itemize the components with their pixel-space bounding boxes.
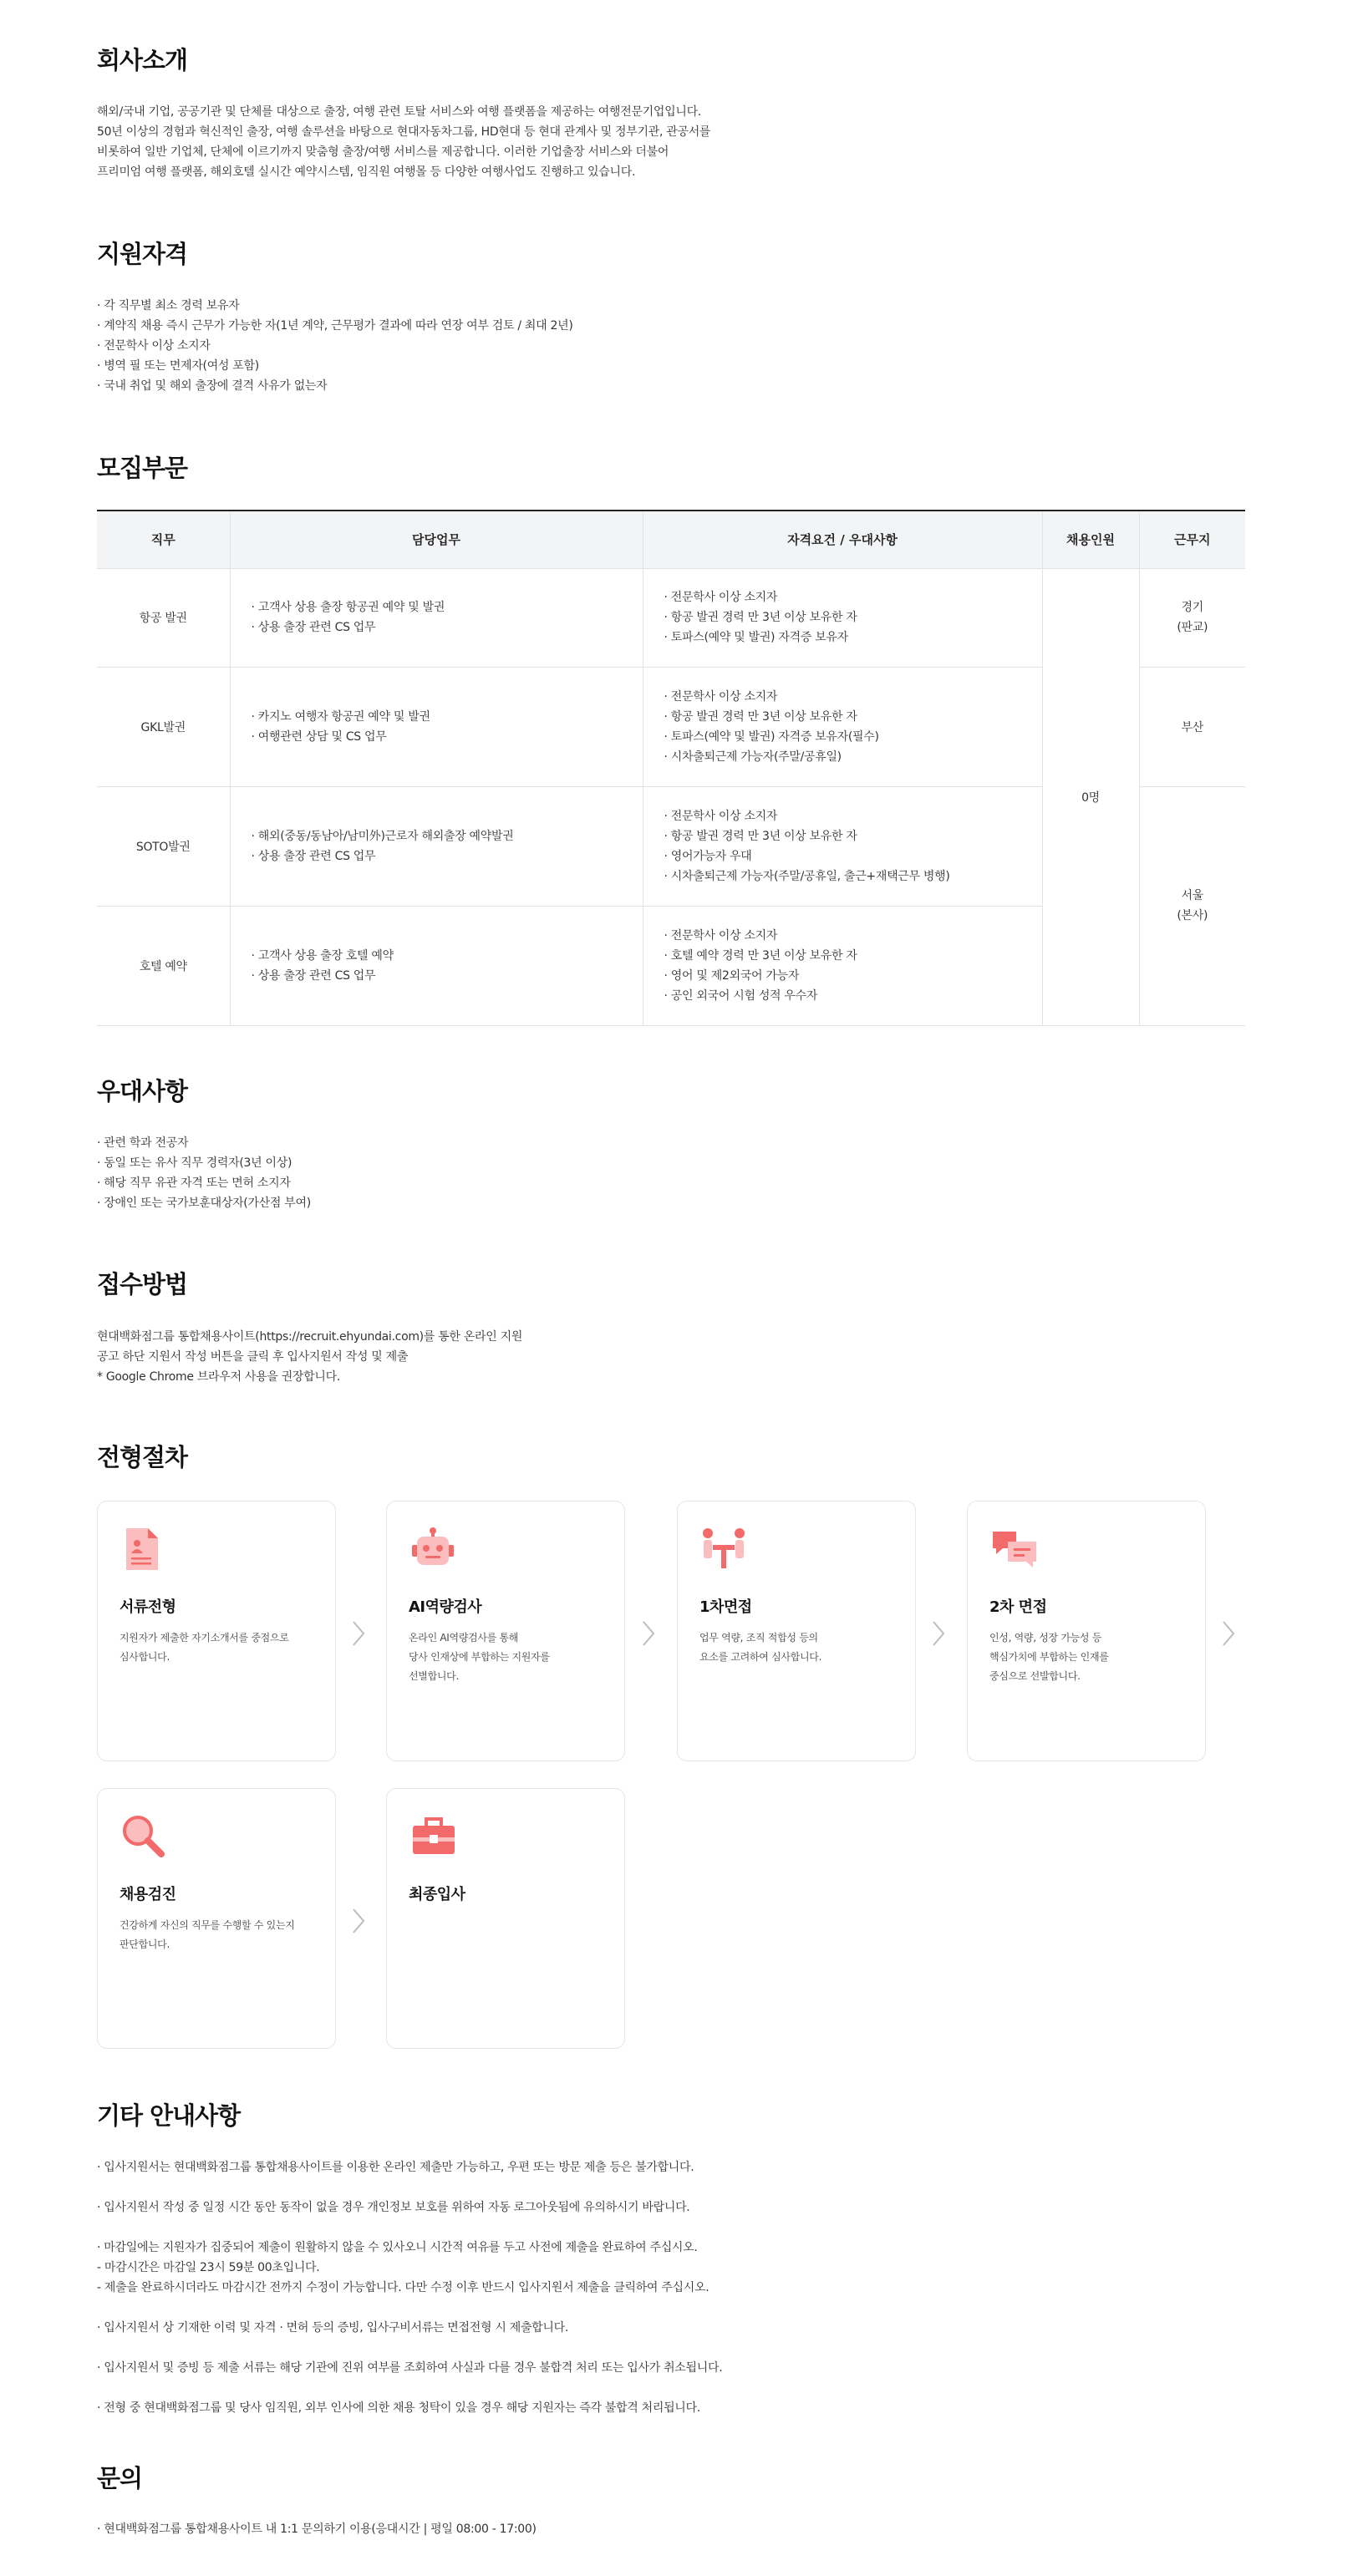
section-title-process: 전형절차 [97, 1443, 188, 1471]
notice-item: · 입사지원서는 현대백화점그룹 통합채용사이트를 이용한 온라인 제출만 가능하고, 우편 또는 방문 제출 등은 불가합니다. [97, 2161, 694, 2174]
qualification-list [97, 296, 573, 396]
notice-item: - 제출을 완료하시더라도 마감시간 전까지 수정이 가능합니다. 다만 수정 이후 반드시 입사지원서 제출을 클릭하여 주십시오. [97, 2281, 710, 2294]
notice-block [97, 2398, 700, 2418]
requirement-item: · 전문학사 이상 소지자 [664, 928, 778, 943]
step-description [989, 1628, 1109, 1686]
section-title-qualification: 지원자격 [97, 240, 188, 268]
section-title-recruit: 모집부문 [97, 454, 188, 482]
chevron-right-icon [350, 1617, 367, 1650]
step-title: 1차면접 [699, 1598, 752, 1616]
qualification-item: · 전문학사 이상 소지자 [97, 339, 211, 353]
briefcase-icon [410, 1814, 452, 1859]
process-step-card [967, 1501, 1206, 1761]
step-description-line: 중심으로 선발합니다. [989, 1670, 1081, 1682]
preference-item: · 해당 직무 유관 자격 또는 면허 소지자 [97, 1176, 291, 1190]
step-title: 최종입사 [409, 1886, 465, 1903]
step-title: 채용검진 [120, 1886, 176, 1903]
notice-block [97, 2358, 722, 2378]
requirement-item: · 토파스(예약 및 발권) 자격증 보유자 [664, 631, 848, 644]
location-line: (판교) [1177, 621, 1208, 634]
requirement-item: · 전문학사 이상 소지자 [664, 591, 778, 604]
requirement-item: · 영어 및 제2외국어 가능자 [664, 968, 800, 983]
job-cell: 항공 발권 [97, 568, 230, 667]
step-description-line: 당사 인재상에 부합하는 지원자를 [409, 1651, 550, 1663]
duty-item: · 카지노 여행자 항공권 예약 및 발권 [251, 709, 430, 724]
duty-item: · 고객사 상용 출장 호텔 예약 [251, 948, 394, 963]
notice-block [97, 2318, 568, 2338]
requirement-item: · 전문학사 이상 소지자 [664, 809, 778, 823]
duties-cell [230, 786, 643, 906]
step-description-line: 심사합니다. [120, 1651, 170, 1663]
notice-block [97, 2157, 694, 2177]
duty-item: · 상용 출장 관련 CS 업무 [251, 849, 376, 863]
duty-item: · 상용 출장 관련 CS 업무 [251, 968, 376, 983]
section-title-inquiry: 문의 [97, 2464, 143, 2492]
process-step-card [97, 1501, 336, 1761]
column-header-headcount: 채용인원 [1042, 511, 1139, 568]
section-title-apply: 접수방법 [97, 1270, 188, 1298]
column-header-location: 근무지 [1139, 511, 1245, 568]
chevron-right-icon [350, 1904, 367, 1938]
preference-item: · 관련 학과 전공자 [97, 1136, 189, 1150]
duty-item: · 고객사 상용 출장 항공권 예약 및 발권 [251, 601, 445, 614]
step-description-line: 핵심가치에 부합하는 인재를 [989, 1651, 1109, 1663]
interview-icon [701, 1527, 743, 1572]
duty-item: · 상용 출장 관련 CS 업무 [251, 621, 376, 634]
requirements-cell [643, 786, 1042, 906]
location-line: (본사) [1177, 909, 1208, 922]
process-step-card [97, 1788, 336, 2049]
duty-item: · 여행관련 상담 및 CS 업무 [251, 729, 387, 744]
qualification-item: · 계약직 채용 즉시 근무가 가능한 자(1년 계약, 근무평가 결과에 따라 연장 여부 검토 / 최대 2년) [97, 319, 573, 333]
qualification-item: · 병역 필 또는 면제자(여성 포함) [97, 359, 259, 373]
preference-list [97, 1133, 311, 1213]
process-step-card [386, 1501, 625, 1761]
apply-line: 공고 하단 지원서 작성 버튼을 클릭 후 입사지원서 작성 및 제출 [97, 1350, 409, 1364]
location-cell [1139, 568, 1245, 667]
requirement-item: · 항공 발권 경력 만 3년 이상 보유한 자 [664, 709, 857, 724]
job-cell: GKL발권 [97, 667, 230, 786]
headcount-cell: 0명 [1042, 568, 1139, 1025]
process-step-card [386, 1788, 625, 2049]
magnifier-icon [121, 1814, 163, 1859]
process-step-card [677, 1501, 916, 1761]
chat-icon [991, 1527, 1033, 1572]
step-description-line: 건강하게 자신의 직무를 수행할 수 있는지 [120, 1919, 295, 1931]
recruit-table [97, 510, 1245, 1026]
column-header-job: 직무 [97, 511, 230, 568]
duties-cell [230, 568, 643, 667]
step-description-line: 요소를 고려하여 심사합니다. [699, 1651, 822, 1663]
requirement-item: · 항공 발권 경력 만 3년 이상 보유한 자 [664, 829, 857, 843]
requirements-cell [643, 906, 1042, 1025]
preference-item: · 장애인 또는 국가보훈대상자(가산점 부여) [97, 1197, 311, 1210]
requirement-item: · 전문학사 이상 소지자 [664, 689, 778, 704]
notice-item: · 입사지원서 상 기재한 이력 및 자격 · 면허 등의 증빙, 입사구비서류는 면접전형 시 제출합니다. [97, 2321, 568, 2335]
chevron-right-icon [640, 1617, 657, 1650]
notice-item: · 마감일에는 지원자가 집중되어 제출이 원활하지 않을 수 있사오니 시간적 여유를 두고 사전에 제출을 완료하여 주십시오. [97, 2241, 698, 2254]
step-description [120, 1628, 289, 1667]
duties-cell [230, 667, 643, 786]
requirement-item: · 시차출퇴근제 가능자(주말/공휴일) [664, 749, 842, 764]
robot-icon [410, 1527, 452, 1572]
company-intro [97, 102, 710, 182]
section-title-preference: 우대사항 [97, 1077, 188, 1105]
company-intro-line: 비롯하여 일반 기업체, 단체에 이르기까지 맞춤형 출장/여행 서비스를 제공합니다. 이러한 기업출장 서비스와 더불어 [97, 145, 669, 159]
requirement-item: · 항공 발권 경력 만 3년 이상 보유한 자 [664, 611, 857, 624]
qualification-item: · 국내 취업 및 해외 출장에 결격 사유가 없는자 [97, 379, 328, 393]
chevron-right-icon [930, 1617, 947, 1650]
step-description-line: 지원자가 제출한 자기소개서를 중점으로 [120, 1632, 289, 1644]
step-description-line: 업무 역량, 조직 적합성 등의 [699, 1632, 818, 1644]
document-icon [121, 1527, 163, 1572]
requirement-item: · 공인 외국어 시험 성적 우수자 [664, 988, 818, 1003]
requirement-item: · 호텔 예약 경력 만 3년 이상 보유한 자 [664, 948, 857, 963]
column-header-requirements: 자격요건 / 우대사항 [643, 511, 1042, 568]
inquiry-line: · 현대백화점그룹 통합채용사이트 내 1:1 문의하기 이용(응대시간 | 평일 08:00 - 17:00) [97, 2523, 537, 2536]
step-title: AI역량검사 [409, 1598, 482, 1616]
location-cell [1139, 667, 1245, 786]
step-description [409, 1628, 550, 1686]
requirement-item: · 영어가능자 우대 [664, 849, 752, 863]
company-intro-line: 해외/국내 기업, 공공기관 및 단체를 대상으로 출장, 여행 관련 토탈 서비스와 여행 플랫폼을 제공하는 여행전문기업입니다. [97, 105, 701, 119]
table-header-row [97, 511, 1245, 568]
company-intro-line: 50년 이상의 경험과 혁신적인 출장, 여행 솔루션을 바탕으로 현대자동차그룹, HD현대 등 현대 관계사 및 정부기관, 관공서를 [97, 125, 711, 139]
location-line: 부산 [1181, 720, 1203, 734]
notice-block [97, 2238, 709, 2298]
apply-line: 현대백화점그룹 통합채용사이트(https://recruit.ehyundai.com)를 통한 온라인 지원 [97, 1330, 523, 1344]
step-description-line: 인성, 역량, 성장 가능성 등 [989, 1632, 1102, 1644]
location-cell [1139, 786, 1245, 1025]
preference-item: · 동일 또는 유사 직무 경력자(3년 이상) [97, 1156, 292, 1170]
notice-item: - 마감시간은 마감일 23시 59분 00초입니다. [97, 2261, 320, 2274]
step-description-line: 판단합니다. [120, 1938, 170, 1950]
step-description-line: 선별합니다. [409, 1670, 459, 1682]
section-title-company: 회사소개 [97, 46, 188, 74]
step-description [699, 1628, 821, 1667]
table-row [97, 568, 1245, 667]
step-description [120, 1916, 295, 1954]
step-title: 2차 면접 [989, 1598, 1047, 1616]
column-header-duties: 담당업무 [230, 511, 643, 568]
requirement-item: · 시차출퇴근제 가능자(주말/공휴일, 출근+재택근무 병행) [664, 869, 950, 883]
notice-block [97, 2197, 689, 2218]
location-line: 경기 [1181, 601, 1203, 614]
apply-line: * Google Chrome 브라우저 사용을 권장합니다. [97, 1370, 340, 1384]
job-cell: 호텔 예약 [97, 906, 230, 1025]
duty-item: · 해외(중동/동남아/남미外)근로자 해외출장 예약발권 [251, 829, 514, 843]
notice-item: · 입사지원서 및 증빙 등 제출 서류는 해당 기관에 진위 여부를 조회하여 사실과 다를 경우 불합격 처리 또는 입사가 취소됩니다. [97, 2361, 723, 2375]
location-line: 서울 [1181, 889, 1203, 902]
requirements-cell [643, 568, 1042, 667]
step-title: 서류전형 [120, 1598, 176, 1616]
notice-item: · 입사지원서 작성 중 일정 시간 동안 동작이 없을 경우 개인정보 보호를 위하여 자동 로그아웃됨에 유의하시기 바랍니다. [97, 2201, 690, 2214]
chevron-right-icon [1220, 1617, 1237, 1650]
job-cell: SOTO발권 [97, 786, 230, 906]
step-description-line: 온라인 AI역량검사를 통해 [409, 1632, 519, 1644]
apply-method [97, 1327, 522, 1387]
requirements-cell [643, 667, 1042, 786]
notice-item: · 전형 중 현대백화점그룹 및 당사 임직원, 외부 인사에 의한 채용 청탁이 있을 경우 해당 지원자는 즉각 불합격 처리됩니다. [97, 2401, 700, 2415]
section-title-notice: 기타 안내사항 [97, 2101, 241, 2130]
qualification-item: · 각 직무별 최소 경력 보유자 [97, 299, 240, 312]
duties-cell [230, 906, 643, 1025]
requirement-item: · 토파스(예약 및 발권) 자격증 보유자(필수) [664, 729, 879, 744]
company-intro-line: 프리미엄 여행 플랫폼, 해외호텔 실시간 예약시스템, 임직원 여행몰 등 다양한 여행사업도 진행하고 있습니다. [97, 165, 636, 179]
